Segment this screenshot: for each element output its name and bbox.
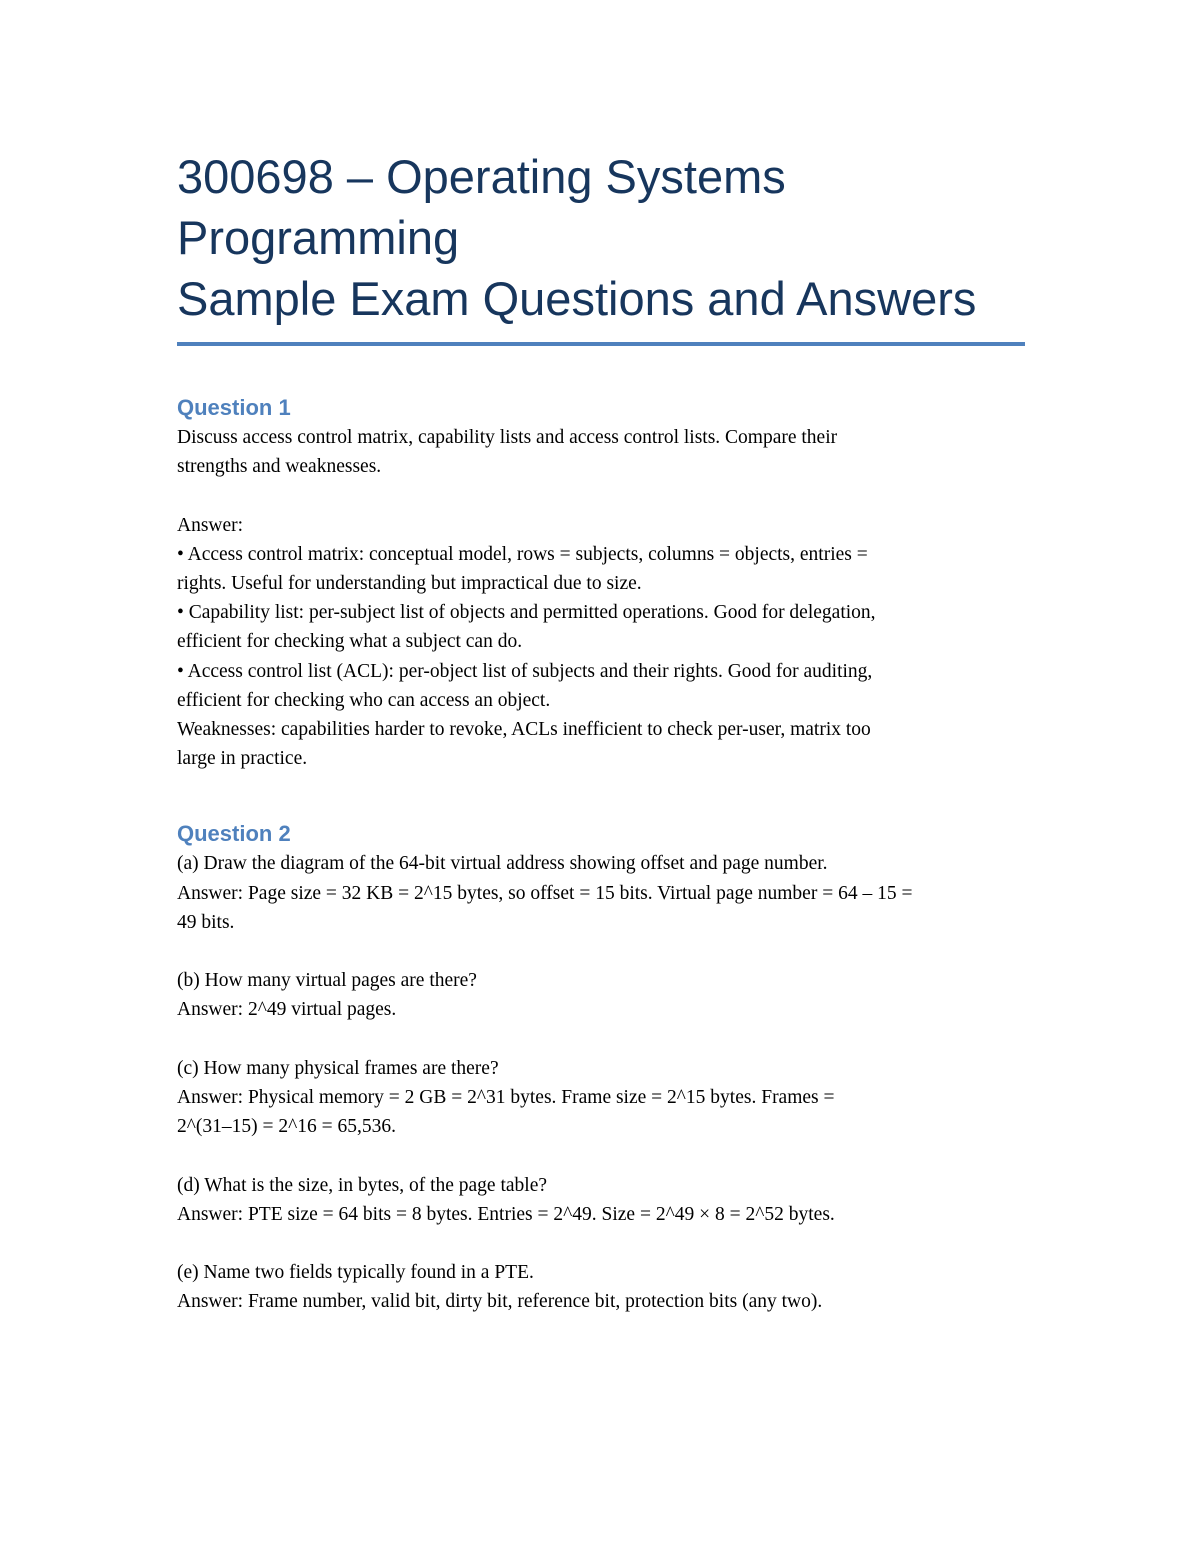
question-1-answer-line: efficient for checking what a subject can do. [177, 631, 523, 653]
title-line-3: Sample Exam Questions and Answers [177, 272, 977, 325]
question-1-prompt-line-2: strengths and weaknesses. [177, 456, 382, 478]
question-2e-answer: Answer: Frame number, valid bit, dirty bit, reference bit, protection bits (any two). [177, 1291, 823, 1313]
question-2e-prompt: (e) Name two fields typically found in a PTE. [177, 1262, 534, 1284]
question-2c-answer-line-1: Answer: Physical memory = 2 GB = 2^31 bytes. Frame size = 2^15 bytes. Frames = [177, 1087, 835, 1109]
spacer [177, 1025, 1027, 1054]
question-1-section [177, 393, 1027, 773]
question-2a-answer-line-1: Answer: Page size = 32 KB = 2^15 bytes, so offset = 15 bits. Virtual page number = 64 – 15 = [177, 882, 913, 904]
document-content [177, 146, 1027, 1317]
question-2a-prompt: (a) Draw the diagram of the 64-bit virtual address showing offset and page number. [177, 853, 828, 875]
spacer [177, 481, 1027, 510]
title-underline [177, 342, 1025, 346]
question-1-answer-line: • Access control list (ACL): per-object list of subjects and their rights. Good for auditing, [177, 660, 873, 682]
question-2b-prompt: (b) How many virtual pages are there? [177, 970, 477, 992]
question-2b-answer: Answer: 2^49 virtual pages. [177, 999, 397, 1021]
document-title [177, 146, 1027, 329]
question-1-answer-line: large in practice. [177, 748, 308, 770]
question-1-answer-line: • Capability list: per-subject list of objects and permitted operations. Good for delegation, [177, 602, 876, 624]
question-1-answer-line: Weaknesses: capabilities harder to revoke, ACLs inefficient to check per-user, matrix too [177, 719, 871, 741]
question-2-heading: Question 2 [177, 821, 291, 847]
question-1-answer-line: • Access control matrix: conceptual model, rows = subjects, columns = objects, entries = [177, 543, 868, 565]
title-line-2: Programming [177, 211, 460, 264]
question-1-prompt-line-1: Discuss access control matrix, capability lists and access control lists. Compare their [177, 427, 838, 448]
question-1-answer-line: rights. Useful for understanding but impractical due to size. [177, 573, 642, 594]
question-2a-answer-line-2: 49 bits. [177, 911, 235, 933]
question-2-section [177, 819, 1027, 1316]
spacer [177, 1141, 1027, 1170]
question-1-heading: Question 1 [177, 395, 291, 420]
spacer [177, 937, 1027, 966]
question-1-answer-line: efficient for checking who can access an object. [177, 689, 551, 711]
question-2c-prompt: (c) How many physical frames are there? [177, 1057, 499, 1079]
spacer [177, 1229, 1027, 1258]
question-2d-answer: Answer: PTE size = 64 bits = 8 bytes. Entries = 2^49. Size = 2^49 × 8 = 2^52 bytes. [177, 1203, 835, 1225]
title-line-1: 300698 – Operating Systems [177, 150, 786, 203]
question-2c-answer-line-2: 2^(31–15) = 2^16 = 65,536. [177, 1116, 397, 1138]
question-1-answer-label: Answer: [177, 514, 244, 536]
question-2d-prompt: (d) What is the size, in bytes, of the page table? [177, 1174, 548, 1196]
